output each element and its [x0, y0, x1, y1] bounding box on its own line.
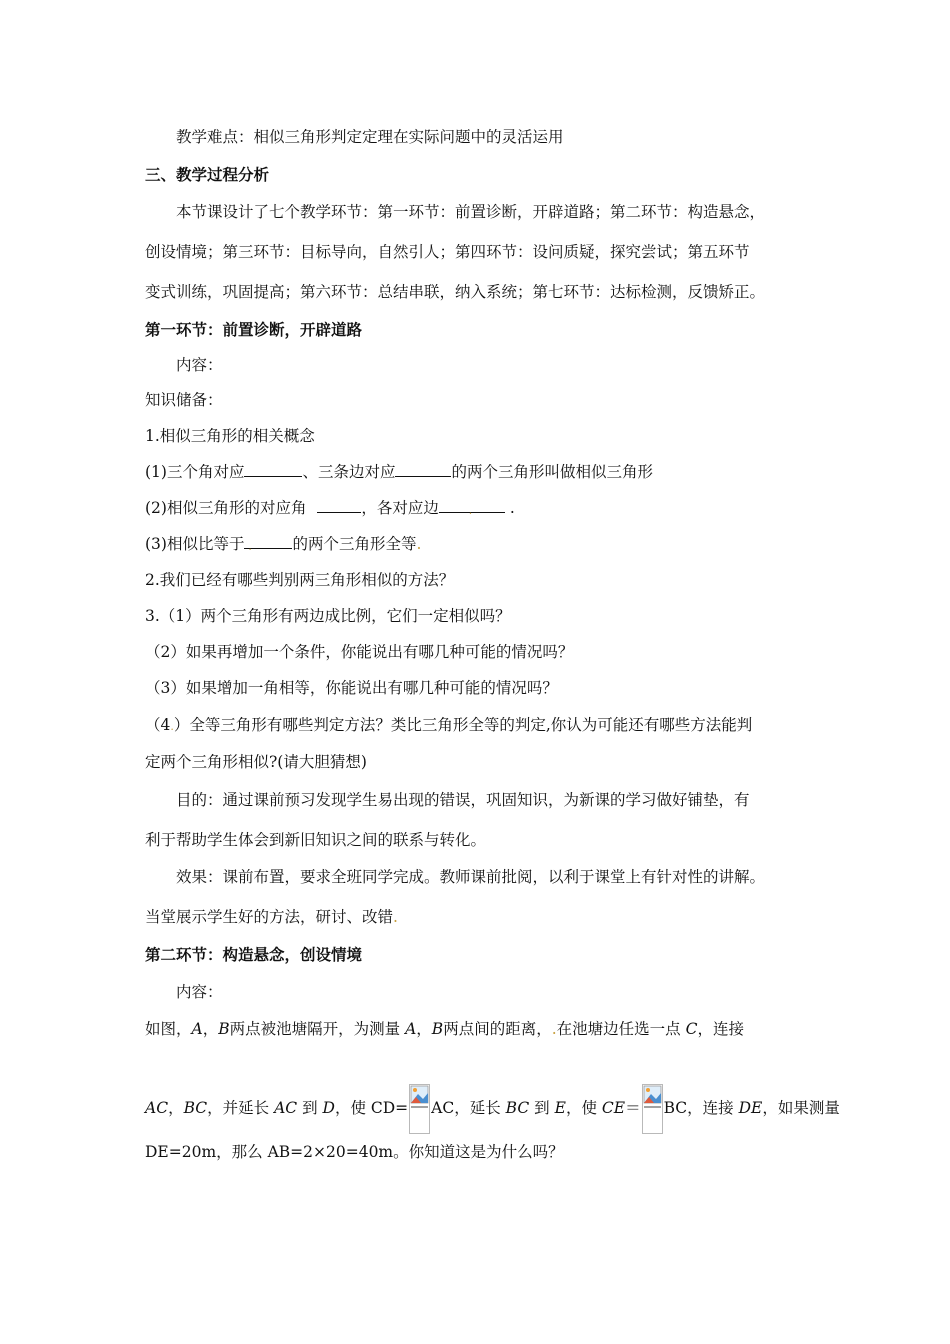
question-text: 的两个三角形叫做相似三角形 [451, 463, 653, 481]
question-text: (1)三个角对应 [145, 463, 245, 481]
problem-text: ，使 [565, 1099, 597, 1117]
answer-blank [244, 462, 302, 477]
problem-text: ，并延长 [207, 1099, 270, 1117]
edit-mark-icon: . [416, 535, 422, 553]
paragraph-line: 本节课设计了七个教学环节：第一环节：前置诊断，开辟道路；第二环节：构造悬念， [176, 203, 766, 221]
edit-mark-icon: . [551, 1020, 557, 1038]
section-heading: 三、教学过程分析 [145, 165, 270, 184]
question-3-1: 3.（1）两个三角形有两边成比例，它们一定相似吗？ [145, 607, 511, 625]
problem-text: ，连接 [697, 1020, 744, 1038]
answer-blank [439, 498, 505, 517]
question-text: (3)相似比等于 [145, 535, 245, 553]
effect-paragraph-cont [145, 907, 398, 927]
problem-text: 到 [302, 1099, 318, 1117]
problem-text: 到 [534, 1099, 550, 1117]
answer-blank [395, 462, 451, 477]
problem-text: ， [168, 1099, 184, 1117]
problem-text: 两点间的距离， [443, 1020, 552, 1038]
question-text: 的两个三角形全等 [292, 535, 417, 553]
question-3-3: （3）如果增加一角相等，你能说出有哪几种可能的情况吗？ [145, 679, 558, 697]
problem-text: 在池塘边任选一点 [556, 1020, 681, 1038]
question-text: 、三条边对应 [302, 463, 396, 481]
edit-mark-icon: . [170, 720, 174, 733]
problem-text: 两点被池塘隔开，为测量 [229, 1020, 401, 1038]
aim-paragraph: 目的：通过课前预习发现学生易出现的错误，巩固知识，为新课的学习做好铺垫，有 [176, 791, 750, 809]
effect-paragraph: 效果：课前布置，要求全班同学完成。教师课前批阅，以利于课堂上有针对性的讲解。 [176, 868, 766, 886]
stage-two-heading: 第二环节：构造悬念，创设情境 [145, 945, 363, 964]
problem-text: ， [202, 1020, 219, 1038]
question-1-3 [145, 534, 421, 554]
point-label: C [685, 1020, 698, 1038]
question-3-4-cont: 定两个三角形相似?(请大胆猜想) [145, 753, 367, 771]
question-3-2: （2）如果再增加一个条件，你能说出有哪几种可能的情况吗？ [145, 643, 574, 661]
edit-mark-icon: . [393, 908, 398, 926]
problem-text: 如图， [145, 1020, 192, 1038]
problem-text: AC，延长 [431, 1099, 501, 1117]
question-text: ）全等三角形有哪些判定方法？类比三角形全等的判定,你认为可能还有哪些方法能判 [173, 716, 753, 734]
teaching-difficulty: 教学难点：相似三角形判定定理在实际问题中的灵活运用 [176, 128, 564, 146]
problem-line-3: DE=20m，那么 AB=2×20=40m。你知道这是为什么吗？ [145, 1143, 564, 1161]
question-text: (2)相似三角形的对应角 [145, 499, 312, 517]
segment-label: AC [274, 1099, 298, 1117]
question-1-1 [145, 462, 653, 482]
image-placeholder-icon [642, 1084, 663, 1134]
question-text: （4 [145, 716, 171, 734]
answer-blank [317, 498, 361, 513]
stage-one-heading: 第一环节：前置诊断，开辟道路 [145, 320, 363, 339]
image-placeholder-icon [409, 1084, 430, 1134]
segment-label: CE [601, 1099, 626, 1117]
problem-text: ，使 CD= [334, 1099, 409, 1117]
problem-line-2 [145, 1084, 840, 1134]
point-label: B [218, 1020, 230, 1038]
problem-text: BC，连接 [663, 1099, 734, 1117]
content-label: 内容： [176, 983, 223, 1001]
segment-label: DE [738, 1099, 763, 1117]
point-label: D [322, 1099, 335, 1117]
segment-label: BC [183, 1099, 208, 1117]
problem-line-1 [145, 1019, 744, 1039]
paragraph-line: 变式训练，巩固提高；第六环节：总结串联，纳入系统；第七环节：达标检测，反馈矫正。 [145, 283, 766, 301]
problem-text: ， [416, 1020, 432, 1038]
problem-text: ＝ [625, 1099, 641, 1117]
edit-mark-icon: . [248, 542, 252, 553]
question-text: ，各对应边 [361, 499, 439, 517]
question-text: . [504, 499, 515, 517]
point-label: A [191, 1020, 203, 1038]
question-1: 1.相似三角形的相关概念 [145, 427, 315, 445]
question-3-4 [145, 715, 752, 737]
point-label: E [554, 1099, 566, 1117]
point-label: B [431, 1020, 444, 1038]
content-label: 内容： [176, 356, 223, 374]
paragraph-text: 当堂展示学生好的方法，研讨、改错 [145, 908, 394, 926]
question-2: 2.我们已经有哪些判别两三角形相似的方法？ [145, 571, 455, 589]
point-label: A [405, 1020, 417, 1038]
segment-label: AC [145, 1099, 169, 1117]
aim-paragraph-cont: 利于帮助学生体会到新旧知识之间的联系与转化。 [145, 831, 487, 849]
problem-text: ，如果测量 [762, 1099, 840, 1117]
edit-mark-icon: . [468, 506, 473, 517]
paragraph-line: 创设情境；第三环节：目标导向，自然引人；第四环节：设问质疑，探究尝试；第五环节 [145, 243, 750, 261]
answer-blank [244, 534, 292, 553]
segment-label: BC [505, 1099, 530, 1117]
question-1-2 [145, 498, 515, 518]
knowledge-label: 知识储备： [145, 391, 223, 409]
